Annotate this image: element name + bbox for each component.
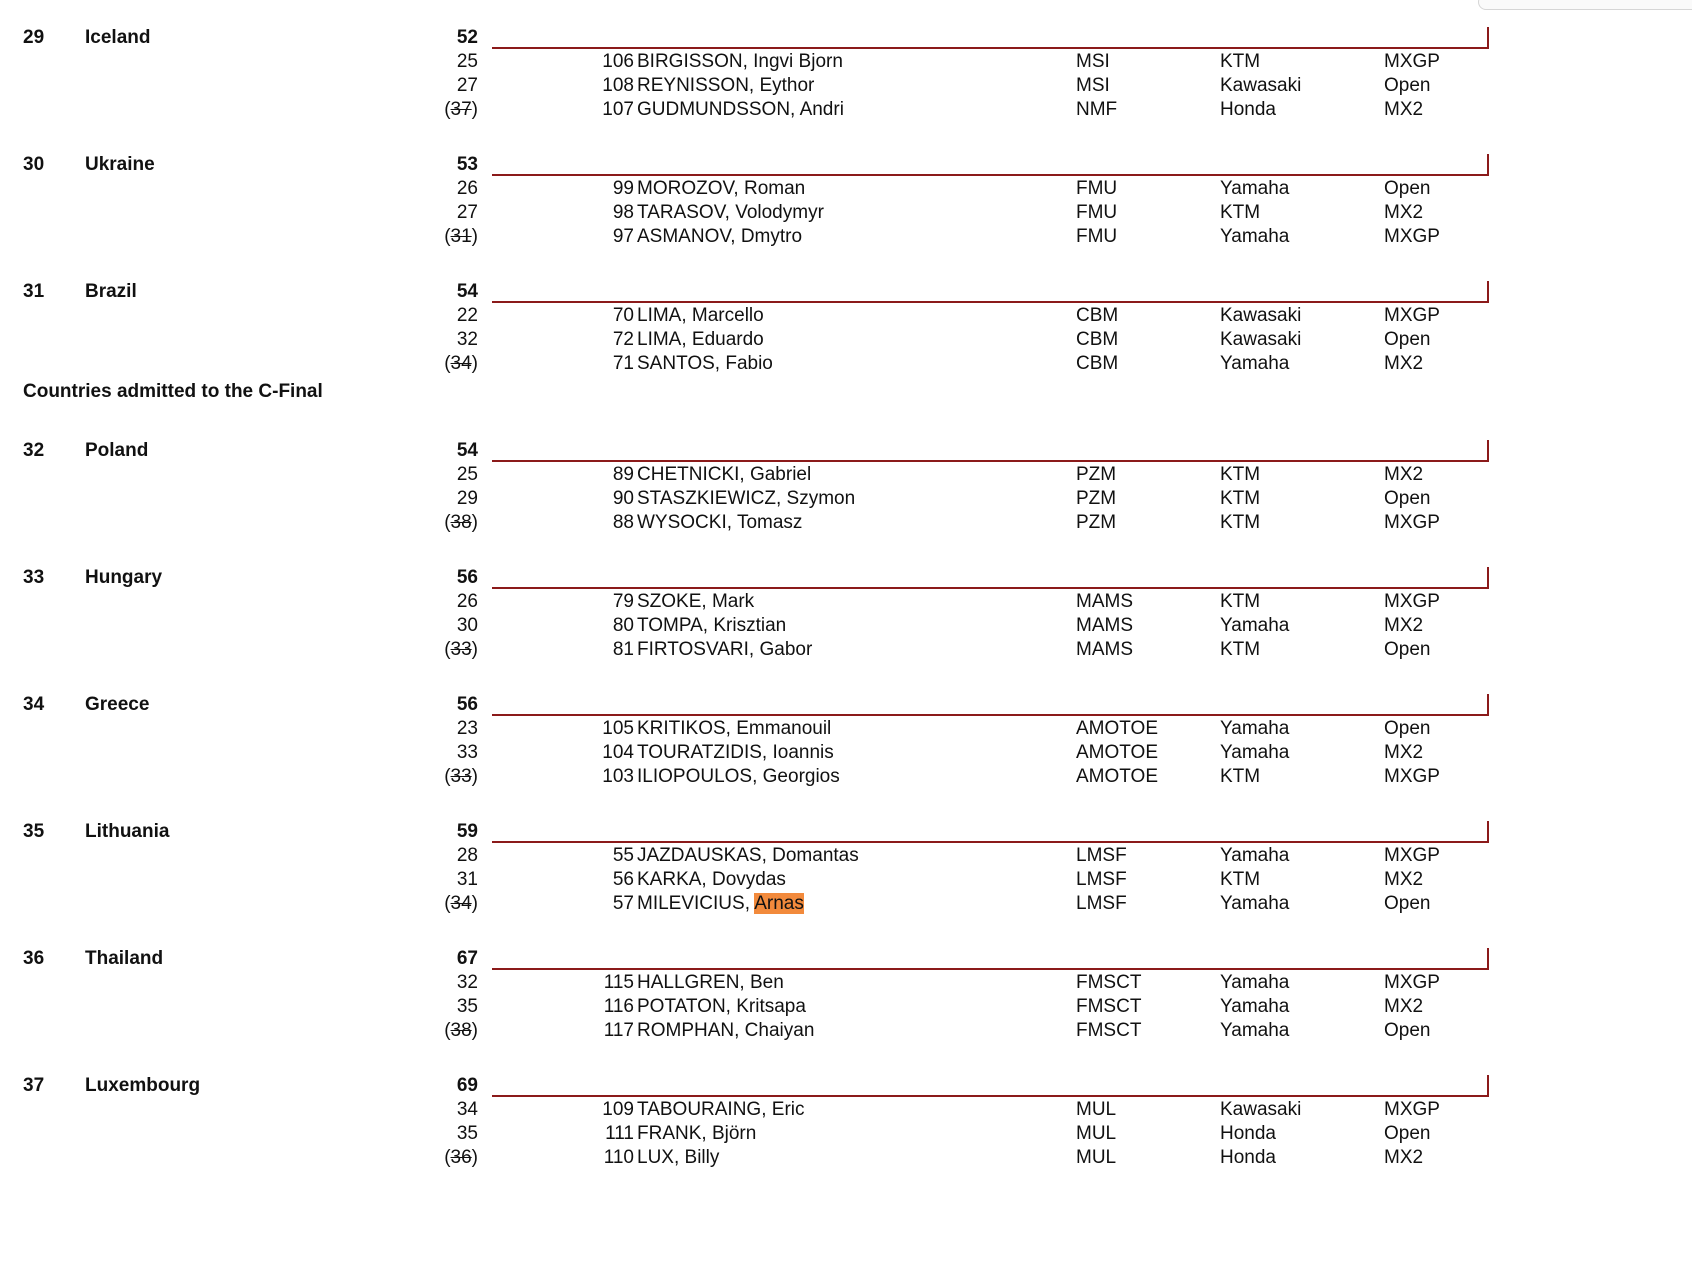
rider-name-text: BIRGISSON, Ingvi Bjorn — [637, 51, 843, 72]
rider-bike: KTM — [1220, 512, 1261, 533]
team-country: Ukraine — [85, 154, 155, 175]
team-divider-tick — [1487, 281, 1489, 303]
rider-class: MXGP — [1384, 51, 1440, 72]
rider-name-text: LIMA, Eduardo — [637, 329, 764, 350]
rider-number: 111 — [605, 1123, 634, 1144]
rider-points: 25 — [456, 464, 478, 485]
rider-number: 88 — [612, 512, 634, 533]
rider-name — [637, 1099, 805, 1121]
team-block — [0, 27, 1692, 157]
rider-class: Open — [1384, 718, 1431, 739]
rider-name — [637, 893, 804, 915]
rider-name — [637, 329, 764, 351]
team-divider-line — [492, 174, 1489, 176]
rider-bike: KTM — [1220, 51, 1261, 72]
rider-class: MXGP — [1384, 305, 1440, 326]
dropped-points: 38 — [450, 1020, 472, 1041]
team-divider-line — [492, 1095, 1489, 1097]
rider-row — [0, 893, 1692, 919]
team-divider-tick — [1487, 948, 1489, 970]
team-block — [0, 1075, 1692, 1205]
team-divider-line — [492, 47, 1489, 49]
rider-number: 117 — [603, 1020, 634, 1041]
rider-name — [637, 996, 806, 1018]
rider-bike: Yamaha — [1220, 1020, 1290, 1041]
rider-federation: MAMS — [1076, 639, 1133, 660]
rider-class: MXGP — [1384, 972, 1440, 993]
rider-name-text: LIMA, Marcello — [637, 305, 764, 326]
rider-name-text: HALLGREN, Ben — [637, 972, 784, 993]
rider-class: Open — [1384, 1020, 1431, 1041]
rider-name — [637, 512, 802, 534]
rider-bike: Kawasaki — [1220, 75, 1302, 96]
rider-name — [637, 615, 786, 637]
rider-number: 90 — [612, 488, 634, 509]
team-country: Luxembourg — [85, 1075, 201, 1096]
rider-bike: Yamaha — [1220, 742, 1290, 763]
rider-federation: LMSF — [1076, 893, 1127, 914]
window-scroll-edge — [1478, 0, 1692, 10]
rider-points: (33) — [444, 639, 478, 660]
rider-row — [0, 178, 1692, 204]
rider-points: 29 — [456, 488, 478, 509]
rider-row — [0, 766, 1692, 792]
rider-federation: CBM — [1076, 353, 1119, 374]
rider-federation: FMSCT — [1076, 972, 1142, 993]
team-total: 56 — [456, 567, 478, 588]
rider-federation: PZM — [1076, 464, 1117, 485]
rider-bike: Yamaha — [1220, 718, 1290, 739]
team-block — [0, 694, 1692, 824]
rider-points: (38) — [444, 1020, 478, 1041]
rider-federation: MUL — [1076, 1099, 1117, 1120]
rider-class: MX2 — [1384, 202, 1424, 223]
rider-number: 56 — [612, 869, 634, 890]
team-position: 37 — [23, 1075, 45, 1096]
rider-points: 31 — [456, 869, 478, 890]
rider-number: 106 — [602, 51, 634, 72]
team-total: 53 — [456, 154, 478, 175]
rider-federation: CBM — [1076, 305, 1119, 326]
team-divider-tick — [1487, 440, 1489, 462]
team-divider-line — [492, 460, 1489, 462]
team-block — [0, 821, 1692, 951]
rider-federation: FMSCT — [1076, 996, 1142, 1017]
rider-number: 57 — [612, 893, 634, 914]
rider-number: 116 — [603, 996, 634, 1017]
rider-class: MX2 — [1384, 99, 1424, 120]
rider-bike: Yamaha — [1220, 615, 1290, 636]
rider-number: 109 — [602, 1099, 634, 1120]
rider-row — [0, 1099, 1692, 1125]
rider-number: 99 — [612, 178, 634, 199]
rider-name — [637, 305, 764, 327]
rider-name-text: SANTOS, Fabio — [637, 353, 773, 374]
rider-points: 22 — [456, 305, 478, 326]
rider-row — [0, 353, 1692, 379]
rider-number: 70 — [612, 305, 634, 326]
rider-row — [0, 591, 1692, 617]
team-divider-line — [492, 301, 1489, 303]
rider-name-text: MILEVICIUS, — [637, 893, 755, 914]
rider-number: 98 — [612, 202, 634, 223]
rider-bike: Yamaha — [1220, 226, 1290, 247]
rider-name — [637, 845, 859, 867]
rider-federation: PZM — [1076, 488, 1117, 509]
rider-bike: Yamaha — [1220, 845, 1290, 866]
dropped-points: 33 — [450, 639, 472, 660]
rider-name-text: TARASOV, Volodymyr — [637, 202, 824, 223]
rider-points: 27 — [456, 202, 478, 223]
rider-class: MX2 — [1384, 869, 1424, 890]
team-divider-tick — [1487, 821, 1489, 843]
rider-points: 25 — [456, 51, 478, 72]
team-total: 69 — [456, 1075, 478, 1096]
rider-number: 108 — [602, 75, 634, 96]
rider-points: 32 — [456, 329, 478, 350]
rider-name-text: ASMANOV, Dmytro — [637, 226, 803, 247]
rider-bike: KTM — [1220, 202, 1261, 223]
rider-name-text: TABOURAING, Eric — [637, 1099, 805, 1120]
rider-bike: KTM — [1220, 591, 1261, 612]
rider-name-text: FIRTOSVARI, Gabor — [637, 639, 813, 660]
rider-name — [637, 1020, 814, 1042]
team-block — [0, 948, 1692, 1078]
dropped-points: 33 — [450, 766, 472, 787]
rider-points: 23 — [456, 718, 478, 739]
rider-name-text: CHETNICKI, Gabriel — [637, 464, 812, 485]
rider-name — [637, 226, 802, 248]
rider-name — [637, 99, 844, 121]
rider-row — [0, 464, 1692, 490]
rider-class: MXGP — [1384, 766, 1440, 787]
rider-name-text: WYSOCKI, Tomasz — [637, 512, 803, 533]
rider-row — [0, 226, 1692, 252]
rider-points: 26 — [456, 178, 478, 199]
rider-name-text: FRANK, Björn — [637, 1123, 757, 1144]
dropped-points: 37 — [450, 99, 472, 120]
rider-name — [637, 591, 754, 613]
rider-class: MXGP — [1384, 591, 1440, 612]
rider-federation: AMOTOE — [1076, 766, 1158, 787]
rider-row — [0, 51, 1692, 77]
rider-points: 26 — [456, 591, 478, 612]
rider-number: 55 — [612, 845, 634, 866]
rider-name — [637, 488, 855, 510]
rider-row — [0, 1123, 1692, 1149]
rider-federation: LMSF — [1076, 869, 1127, 890]
team-position: 36 — [23, 948, 45, 969]
rider-points: 35 — [456, 1123, 478, 1144]
rider-name — [637, 178, 805, 200]
dropped-points: 38 — [450, 512, 472, 533]
rider-class: Open — [1384, 1123, 1431, 1144]
rider-class: MX2 — [1384, 742, 1424, 763]
rider-federation: AMOTOE — [1076, 742, 1158, 763]
team-total: 54 — [456, 440, 478, 461]
rider-row — [0, 75, 1692, 101]
rider-points: (37) — [444, 99, 478, 120]
team-country: Hungary — [85, 567, 163, 588]
rider-row — [0, 305, 1692, 331]
team-block — [0, 154, 1692, 284]
rider-points: (34) — [444, 893, 478, 914]
rider-bike: Yamaha — [1220, 972, 1290, 993]
rider-name-text: ROMPHAN, Chaiyan — [637, 1020, 815, 1041]
rider-bike: Yamaha — [1220, 996, 1290, 1017]
rider-number: 72 — [612, 329, 634, 350]
rider-federation: MUL — [1076, 1123, 1117, 1144]
rider-name — [637, 202, 824, 224]
rider-points: 30 — [456, 615, 478, 636]
rider-name — [637, 464, 811, 486]
rider-name — [637, 1147, 719, 1169]
team-block — [0, 440, 1692, 570]
rider-number: 107 — [602, 99, 634, 120]
rider-class: MX2 — [1384, 464, 1424, 485]
rider-row — [0, 329, 1692, 355]
rider-name-text: SZOKE, Mark — [637, 591, 755, 612]
rider-federation: FMU — [1076, 202, 1118, 223]
team-divider-line — [492, 714, 1489, 716]
rider-name-text: POTATON, Kritsapa — [637, 996, 806, 1017]
rider-name-text: TOMPA, Krisztian — [637, 615, 787, 636]
rider-bike: Yamaha — [1220, 178, 1290, 199]
rider-federation: MSI — [1076, 51, 1110, 72]
rider-number: 104 — [602, 742, 634, 763]
rider-points: (38) — [444, 512, 478, 533]
rider-class: MX2 — [1384, 615, 1424, 636]
rider-class: MXGP — [1384, 512, 1440, 533]
rider-federation: CBM — [1076, 329, 1119, 350]
team-country: Greece — [85, 694, 150, 715]
team-divider-line — [492, 841, 1489, 843]
rider-points: 27 — [456, 75, 478, 96]
rider-class: Open — [1384, 178, 1431, 199]
team-country: Iceland — [85, 27, 151, 48]
rider-name-text: ILIOPOULOS, Georgios — [637, 766, 840, 787]
rider-federation: LMSF — [1076, 845, 1127, 866]
team-divider-tick — [1487, 694, 1489, 716]
rider-number: 81 — [612, 639, 634, 660]
rider-class: MX2 — [1384, 1147, 1424, 1168]
rider-number: 71 — [612, 353, 634, 374]
rider-number: 97 — [612, 226, 634, 247]
rider-points: 33 — [456, 742, 478, 763]
team-total: 59 — [456, 821, 478, 842]
team-block — [0, 567, 1692, 697]
rider-class: Open — [1384, 488, 1431, 509]
rider-bike: Honda — [1220, 99, 1276, 120]
rider-number: 115 — [603, 972, 634, 993]
search-highlight: Arnas — [754, 893, 804, 914]
team-position: 31 — [23, 281, 45, 302]
rider-row — [0, 1020, 1692, 1046]
rider-federation: NMF — [1076, 99, 1118, 120]
rider-points: (31) — [444, 226, 478, 247]
dropped-points: 36 — [450, 1147, 472, 1168]
team-divider-tick — [1487, 27, 1489, 49]
rider-name-text: TOURATZIDIS, Ioannis — [637, 742, 834, 763]
rider-bike: Kawasaki — [1220, 305, 1302, 326]
team-position: 34 — [23, 694, 45, 715]
rider-bike: KTM — [1220, 464, 1261, 485]
rider-bike: KTM — [1220, 869, 1261, 890]
rider-name-text: KRITIKOS, Emmanouil — [637, 718, 832, 739]
rider-row — [0, 845, 1692, 871]
rider-federation: MAMS — [1076, 615, 1133, 636]
rider-row — [0, 1147, 1692, 1173]
team-divider-tick — [1487, 154, 1489, 176]
rider-points: 28 — [456, 845, 478, 866]
rider-row — [0, 615, 1692, 641]
rider-federation: MAMS — [1076, 591, 1133, 612]
rider-row — [0, 996, 1692, 1022]
team-total: 54 — [456, 281, 478, 302]
rider-number: 80 — [612, 615, 634, 636]
rider-bike: Kawasaki — [1220, 329, 1302, 350]
rider-row — [0, 99, 1692, 125]
rider-class: MX2 — [1384, 353, 1424, 374]
rider-class: Open — [1384, 75, 1431, 96]
rider-class: MX2 — [1384, 996, 1424, 1017]
rider-name-text: JAZDAUSKAS, Domantas — [637, 845, 859, 866]
rider-name — [637, 639, 812, 661]
rider-name-text: REYNISSON, Eythor — [637, 75, 815, 96]
rider-class: MXGP — [1384, 226, 1440, 247]
dropped-points: 34 — [450, 893, 472, 914]
team-divider-line — [492, 968, 1489, 970]
rider-row — [0, 742, 1692, 768]
rider-federation: FMSCT — [1076, 1020, 1142, 1041]
team-total: 56 — [456, 694, 478, 715]
team-country: Lithuania — [85, 821, 170, 842]
team-block — [0, 281, 1692, 411]
rider-row — [0, 972, 1692, 998]
rider-row — [0, 639, 1692, 665]
rider-name-text: MOROZOV, Roman — [637, 178, 806, 199]
rider-bike: Kawasaki — [1220, 1099, 1302, 1120]
team-total: 52 — [456, 27, 478, 48]
rider-row — [0, 869, 1692, 895]
rider-row — [0, 202, 1692, 228]
team-country: Brazil — [85, 281, 137, 302]
rider-federation: FMU — [1076, 178, 1118, 199]
rider-class: Open — [1384, 639, 1431, 660]
rider-number: 105 — [602, 718, 634, 739]
dropped-points: 34 — [450, 353, 472, 374]
rider-name — [637, 718, 831, 740]
rider-name — [637, 869, 786, 891]
rider-name — [637, 75, 814, 97]
rider-federation: FMU — [1076, 226, 1118, 247]
team-country: Thailand — [85, 948, 164, 969]
rider-bike: KTM — [1220, 639, 1261, 660]
rider-points: (36) — [444, 1147, 478, 1168]
rider-number: 103 — [602, 766, 634, 787]
rider-federation: AMOTOE — [1076, 718, 1158, 739]
team-country: Poland — [85, 440, 149, 461]
rider-class: MXGP — [1384, 1099, 1440, 1120]
team-position: 32 — [23, 440, 45, 461]
rider-name — [637, 353, 773, 375]
rider-points: 34 — [456, 1099, 478, 1120]
rider-name — [637, 51, 843, 73]
team-total: 67 — [456, 948, 478, 969]
rider-bike: KTM — [1220, 488, 1261, 509]
rider-name — [637, 972, 784, 994]
rider-name — [637, 742, 834, 764]
rider-bike: Yamaha — [1220, 353, 1290, 374]
rider-number: 89 — [612, 464, 634, 485]
team-position: 33 — [23, 567, 45, 588]
rider-row — [0, 512, 1692, 538]
rider-points: (34) — [444, 353, 478, 374]
rider-federation: PZM — [1076, 512, 1117, 533]
rider-class: MXGP — [1384, 845, 1440, 866]
team-position: 35 — [23, 821, 45, 842]
team-divider-tick — [1487, 567, 1489, 589]
rider-name — [637, 1123, 756, 1145]
rider-bike: Yamaha — [1220, 893, 1290, 914]
rider-points: 32 — [456, 972, 478, 993]
rider-name-text: STASZKIEWICZ, Szymon — [637, 488, 856, 509]
rider-bike: KTM — [1220, 766, 1261, 787]
rider-name-text: GUDMUNDSSON, Andri — [637, 99, 844, 120]
rider-class: Open — [1384, 329, 1431, 350]
team-position: 30 — [23, 154, 45, 175]
rider-number: 110 — [603, 1147, 634, 1168]
rider-number: 79 — [612, 591, 634, 612]
team-divider-line — [492, 587, 1489, 589]
rider-row — [0, 718, 1692, 744]
rider-name-text: KARKA, Dovydas — [637, 869, 786, 890]
rider-bike: Honda — [1220, 1147, 1276, 1168]
rider-points: (33) — [444, 766, 478, 787]
rider-name-text: LUX, Billy — [637, 1147, 720, 1168]
rider-federation: MUL — [1076, 1147, 1117, 1168]
rider-federation: MSI — [1076, 75, 1110, 96]
rider-name — [637, 766, 840, 788]
rider-class: Open — [1384, 893, 1431, 914]
team-divider-tick — [1487, 1075, 1489, 1097]
rider-points: 35 — [456, 996, 478, 1017]
rider-bike: Honda — [1220, 1123, 1276, 1144]
team-position: 29 — [23, 27, 45, 48]
rider-row — [0, 488, 1692, 514]
dropped-points: 31 — [450, 226, 472, 247]
section-heading: Countries admitted to the C-Final — [23, 381, 323, 402]
